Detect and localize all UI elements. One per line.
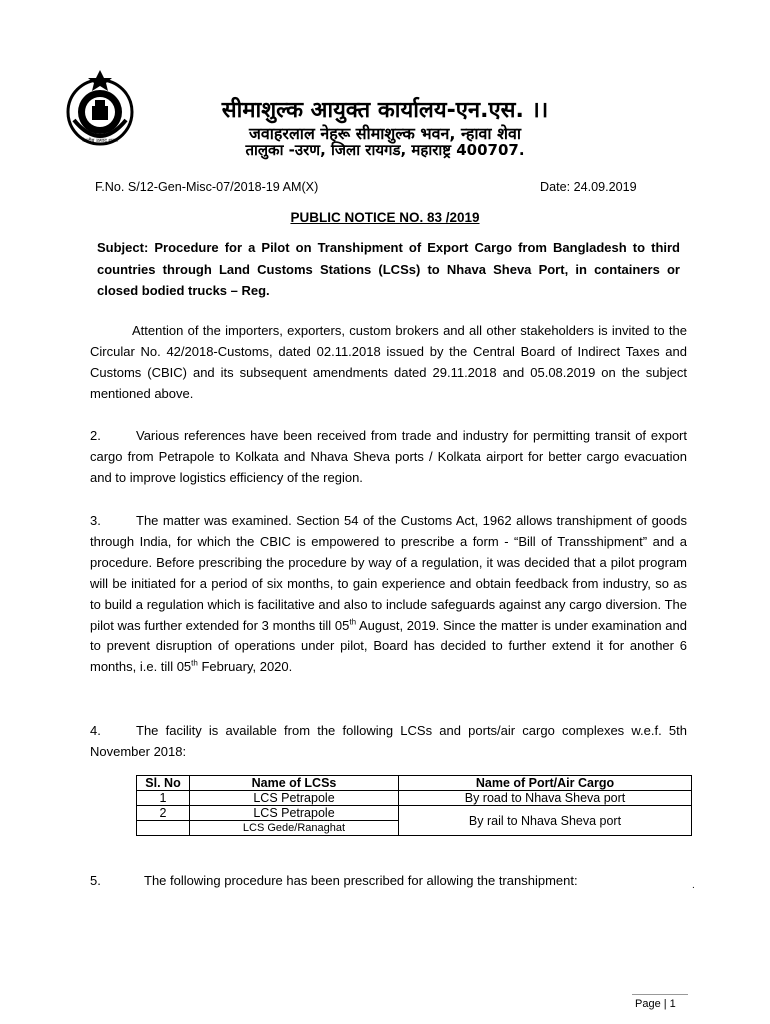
paragraph-3-text-c: February, 2020. — [197, 659, 293, 675]
table-cell-lcs: LCS Gede/Ranaghat — [190, 821, 399, 836]
table-cell-sl: 1 — [137, 791, 190, 806]
office-building: जवाहरलाल नेहरू सीमाशुल्क भवन, न्हावा शेवा — [249, 124, 521, 143]
paragraph-2-text: Various references have been received from trade and industry for permitting transit of export cargo from Petrapole to Kolkata and Nhava Sheva ports / Kolkata airport for better cargo evacuation and to improve logistics efficiency of the region. — [90, 428, 687, 485]
table-cell-sl — [137, 821, 190, 836]
paragraph-2 — [90, 426, 687, 489]
page-number: Page | 1 — [635, 998, 676, 1010]
paragraph-5-number: 5. — [90, 873, 101, 888]
lcs-table — [136, 775, 692, 836]
table-cell-lcs: LCS Petrapole — [190, 791, 399, 806]
ordinal-suffix: th — [191, 659, 198, 669]
subject-paragraph: Subject: Procedure for a Pilot on Transhipment of Export Cargo from Bangladesh to third countries through Land Customs Stations (LCSs) to Nhava Sheva Port, in containers or closed bodied trucks – Reg. — [97, 240, 680, 298]
table-cell-port: By rail to Nhava Sheva port — [399, 806, 692, 836]
paragraph-5-text: The following procedure has been prescribed for allowing the transhipment: — [144, 873, 578, 888]
paragraph-1-text: Attention of the importers, exporters, custom brokers and all other stakeholders is invited to the Circular No. 42/2018-Customs, dated 02.11.2018 issued by the Central Board of Indirect Taxes and Customs (CBIC) and its subsequent amendments dated 29.11.2018 and 05.08.2019 on the subject mentioned above. — [90, 323, 687, 401]
stray-mark: . — [692, 880, 695, 891]
ordinal-suffix: th — [349, 617, 357, 627]
table-cell-sl: 2 — [137, 806, 190, 821]
paragraph-4-text: The facility is available from the following LCSs and ports/air cargo complexes w.e.f. 5th November 2018: — [90, 723, 687, 759]
table-header-port: Name of Port/Air Cargo — [399, 776, 692, 791]
paragraph-4 — [90, 721, 687, 763]
emblem-text: केन्द्रीय उत्पाद शुल्क — [82, 138, 118, 144]
paragraph-3 — [90, 511, 687, 678]
customs-emblem-icon — [60, 68, 140, 148]
file-number: F.No. S/12-Gen-Misc-07/2018-19 AM(X) — [95, 180, 319, 194]
paragraph-4-number: 4. — [90, 723, 101, 738]
table-header-row — [137, 776, 692, 791]
table-row — [137, 806, 692, 821]
office-title: सीमाशुल्क आयुक्त कार्यालय-एन.एस. ।। — [221, 98, 549, 123]
paragraph-3-text-a: The matter was examined. Section 54 of the Customs Act, 1962 allows transhipment of goods through India, for which the CBIC is empowered to prescribe a form - “Bill of Transshipment” and a procedure. Before prescribing the procedure by way of a regulation, it was decided that a pilot program will be initiated for a period of six months, to gain experience and obtain feedback from industry, so as to build a regulation which is facilitative and also to include safeguards against any cargo diversion. The pilot was further extended for 3 months till 05 — [90, 513, 687, 633]
paragraph-5 — [90, 873, 690, 888]
table-row — [137, 791, 692, 806]
office-address: तालुका -उरण, जिला रायगड, महाराष्ट्र 400707. — [245, 141, 525, 159]
table-header-lcs: Name of LCSs — [190, 776, 399, 791]
table-cell-lcs: LCS Petrapole — [190, 806, 399, 821]
paragraph-2-number: 2. — [90, 428, 101, 443]
table-cell-port: By road to Nhava Sheva port — [399, 791, 692, 806]
notice-date: Date: 24.09.2019 — [540, 180, 637, 194]
table-header-sl: Sl. No — [137, 776, 190, 791]
paragraph-1 — [90, 321, 687, 405]
paragraph-3-text-b: August, 2019. Since the matter is under examination and to prevent disruption of operations under pilot, Board has decided to further extend it for another 6 months, i.e. till 05 — [90, 617, 687, 675]
notice-title: PUBLIC NOTICE NO. 83 /2019 — [290, 210, 480, 225]
paragraph-3-number: 3. — [90, 513, 101, 528]
footer-divider — [632, 994, 688, 995]
